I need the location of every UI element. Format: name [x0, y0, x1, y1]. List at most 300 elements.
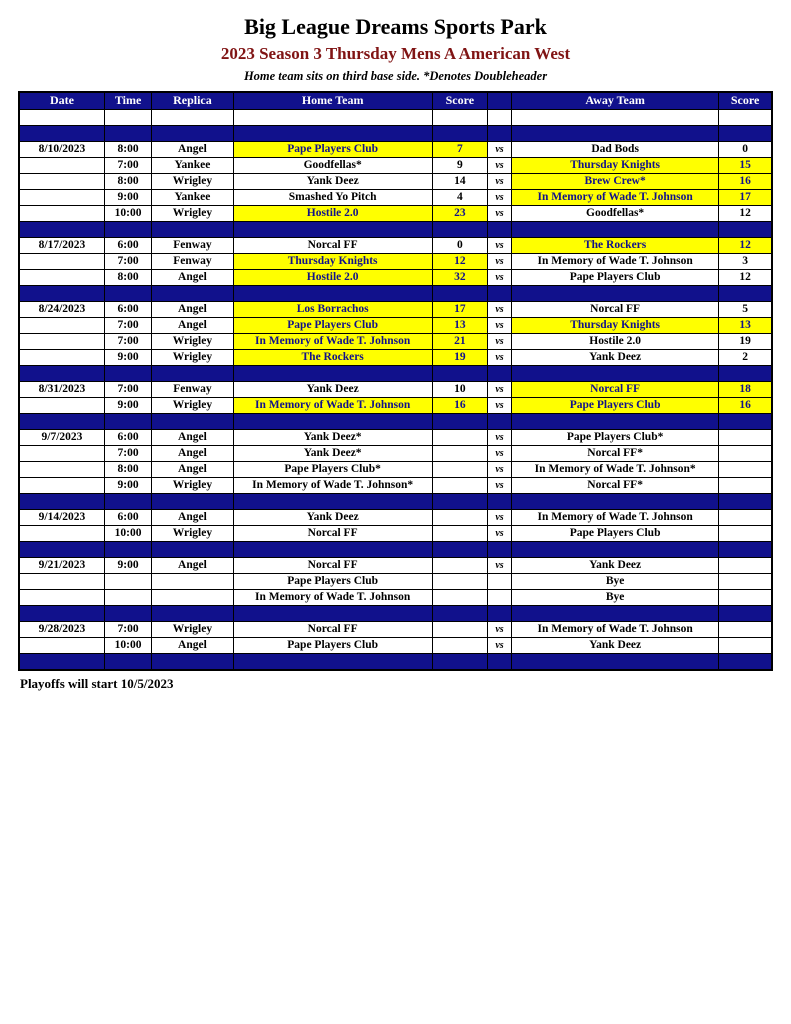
- home-score-cell: [432, 509, 487, 525]
- spacer-row-blue: [19, 493, 772, 509]
- vs-cell: vs: [487, 141, 511, 157]
- away-score-cell: [719, 445, 772, 461]
- away-team-cell: Dad Bods: [512, 141, 719, 157]
- spacer-cell: [719, 541, 772, 557]
- away-team-cell: The Rockers: [512, 237, 719, 253]
- away-score-cell: 16: [719, 397, 772, 413]
- game-row: [19, 637, 772, 653]
- away-score-cell: [719, 461, 772, 477]
- away-score-cell: 12: [719, 269, 772, 285]
- home-score-cell: [432, 445, 487, 461]
- replica-cell: Wrigley: [152, 205, 233, 221]
- spacer-cell: [104, 125, 151, 141]
- time-cell: [104, 589, 151, 605]
- game-row: [19, 477, 772, 493]
- spacer-cell: [719, 653, 772, 670]
- spacer-cell: [512, 605, 719, 621]
- away-score-cell: 15: [719, 157, 772, 173]
- vs-cell: vs: [487, 189, 511, 205]
- time-cell: 6:00: [104, 301, 151, 317]
- spacer-cell: [104, 493, 151, 509]
- page-title: Big League Dreams Sports Park: [244, 14, 547, 39]
- spacer-cell: [512, 413, 719, 429]
- date-cell: [19, 525, 104, 541]
- spacer-cell: [233, 125, 432, 141]
- page-header: [0, 0, 791, 84]
- away-score-cell: 13: [719, 317, 772, 333]
- spacer-cell: [152, 365, 233, 381]
- vs-cell: vs: [487, 397, 511, 413]
- vs-cell: vs: [487, 253, 511, 269]
- date-cell: [19, 157, 104, 173]
- date-cell: [19, 317, 104, 333]
- spacer-cell: [512, 109, 719, 125]
- vs-cell: vs: [487, 269, 511, 285]
- time-cell: 7:00: [104, 445, 151, 461]
- away-team-cell: Yank Deez: [512, 557, 719, 573]
- spacer-cell: [719, 413, 772, 429]
- home-score-cell: [432, 557, 487, 573]
- time-cell: 9:00: [104, 189, 151, 205]
- column-header-date: Date: [19, 92, 104, 110]
- game-row: [19, 237, 772, 253]
- game-row: [19, 333, 772, 349]
- time-cell: 8:00: [104, 269, 151, 285]
- date-cell: [19, 173, 104, 189]
- game-row: [19, 557, 772, 573]
- spacer-row-blue: [19, 125, 772, 141]
- away-score-cell: 0: [719, 141, 772, 157]
- spacer-cell: [432, 125, 487, 141]
- home-score-cell: [432, 429, 487, 445]
- time-cell: 10:00: [104, 205, 151, 221]
- spacer-row-blue: [19, 653, 772, 670]
- spacer-cell: [512, 653, 719, 670]
- vs-cell: vs: [487, 237, 511, 253]
- spacer-cell: [487, 125, 511, 141]
- home-team-cell: Goodfellas*: [233, 157, 432, 173]
- time-cell: 9:00: [104, 477, 151, 493]
- column-header-away-score: Score: [719, 92, 772, 110]
- game-row: [19, 397, 772, 413]
- away-score-cell: 18: [719, 381, 772, 397]
- away-team-cell: Thursday Knights: [512, 157, 719, 173]
- home-score-cell: 0: [432, 237, 487, 253]
- spacer-row-white: [19, 109, 772, 125]
- home-score-cell: [432, 461, 487, 477]
- game-row: [19, 445, 772, 461]
- spacer-cell: [233, 493, 432, 509]
- home-team-cell: Pape Players Club: [233, 637, 432, 653]
- home-score-cell: [432, 525, 487, 541]
- replica-cell: Angel: [152, 637, 233, 653]
- spacer-cell: [152, 541, 233, 557]
- spacer-cell: [233, 605, 432, 621]
- time-cell: 8:00: [104, 141, 151, 157]
- game-row: [19, 509, 772, 525]
- page-subtitle: 2023 Season 3 Thursday Mens A American West: [220, 43, 571, 63]
- vs-cell: vs: [487, 461, 511, 477]
- home-team-cell: Yank Deez: [233, 509, 432, 525]
- away-score-cell: 3: [719, 253, 772, 269]
- game-row: [19, 381, 772, 397]
- home-team-cell: Hostile 2.0: [233, 205, 432, 221]
- spacer-cell: [104, 605, 151, 621]
- game-row: [19, 301, 772, 317]
- game-row: [19, 461, 772, 477]
- home-team-cell: Yank Deez*: [233, 429, 432, 445]
- spacer-cell: [152, 221, 233, 237]
- away-score-cell: [719, 573, 772, 589]
- home-team-cell: In Memory of Wade T. Johnson: [233, 589, 432, 605]
- vs-cell: vs: [487, 333, 511, 349]
- spacer-row-blue: [19, 221, 772, 237]
- vs-cell: vs: [487, 381, 511, 397]
- spacer-row-blue: [19, 365, 772, 381]
- vs-cell: vs: [487, 509, 511, 525]
- replica-cell: Wrigley: [152, 621, 233, 637]
- spacer-cell: [512, 221, 719, 237]
- replica-cell: [152, 573, 233, 589]
- header-note: Home team sits on third base side. *Denotes Doubleheader: [243, 68, 548, 83]
- game-row: [19, 525, 772, 541]
- home-score-cell: [432, 477, 487, 493]
- spacer-cell: [432, 365, 487, 381]
- home-score-cell: [432, 573, 487, 589]
- table-header-row: [19, 92, 772, 110]
- time-cell: 7:00: [104, 253, 151, 269]
- spacer-cell: [432, 285, 487, 301]
- home-team-cell: In Memory of Wade T. Johnson: [233, 397, 432, 413]
- date-cell: [19, 189, 104, 205]
- home-score-cell: 10: [432, 381, 487, 397]
- away-score-cell: 17: [719, 189, 772, 205]
- away-team-cell: Pape Players Club*: [512, 429, 719, 445]
- spacer-cell: [432, 221, 487, 237]
- home-score-cell: 12: [432, 253, 487, 269]
- vs-cell: vs: [487, 349, 511, 365]
- column-header-away-team: Away Team: [512, 92, 719, 110]
- away-team-cell: Pape Players Club: [512, 525, 719, 541]
- date-cell: [19, 573, 104, 589]
- playoffs-note: Playoffs will start 10/5/2023: [20, 675, 174, 691]
- spacer-cell: [104, 541, 151, 557]
- date-cell: [19, 349, 104, 365]
- spacer-cell: [487, 493, 511, 509]
- spacer-cell: [152, 605, 233, 621]
- home-score-cell: 9: [432, 157, 487, 173]
- spacer-cell: [719, 221, 772, 237]
- away-team-cell: In Memory of Wade T. Johnson: [512, 189, 719, 205]
- away-team-cell: Brew Crew*: [512, 173, 719, 189]
- spacer-cell: [152, 109, 233, 125]
- game-row: [19, 589, 772, 605]
- replica-cell: Angel: [152, 269, 233, 285]
- away-score-cell: 5: [719, 301, 772, 317]
- spacer-cell: [104, 285, 151, 301]
- replica-cell: Angel: [152, 557, 233, 573]
- game-row: [19, 573, 772, 589]
- away-team-cell: Bye: [512, 589, 719, 605]
- spacer-cell: [512, 493, 719, 509]
- replica-cell: Angel: [152, 509, 233, 525]
- home-team-cell: Yank Deez*: [233, 445, 432, 461]
- spacer-row-blue: [19, 413, 772, 429]
- home-team-cell: In Memory of Wade T. Johnson*: [233, 477, 432, 493]
- home-score-cell: 14: [432, 173, 487, 189]
- column-header-home-score: Score: [432, 92, 487, 110]
- spacer-cell: [19, 541, 104, 557]
- column-header-replica: Replica: [152, 92, 233, 110]
- column-header-home-team: Home Team: [233, 92, 432, 110]
- home-team-cell: Pape Players Club: [233, 141, 432, 157]
- spacer-cell: [719, 109, 772, 125]
- spacer-cell: [152, 493, 233, 509]
- home-team-cell: Hostile 2.0: [233, 269, 432, 285]
- home-team-cell: Norcal FF: [233, 621, 432, 637]
- game-row: [19, 621, 772, 637]
- spacer-cell: [432, 541, 487, 557]
- game-row: [19, 269, 772, 285]
- home-team-cell: The Rockers: [233, 349, 432, 365]
- vs-cell: [487, 573, 511, 589]
- replica-cell: Wrigley: [152, 525, 233, 541]
- spacer-cell: [19, 109, 104, 125]
- vs-cell: vs: [487, 557, 511, 573]
- spacer-cell: [19, 493, 104, 509]
- time-cell: 7:00: [104, 157, 151, 173]
- replica-cell: Wrigley: [152, 349, 233, 365]
- home-score-cell: 32: [432, 269, 487, 285]
- vs-cell: vs: [487, 205, 511, 221]
- away-score-cell: [719, 637, 772, 653]
- schedule-table: [18, 91, 773, 671]
- spacer-cell: [719, 365, 772, 381]
- game-row: [19, 141, 772, 157]
- home-team-cell: Pape Players Club: [233, 573, 432, 589]
- spacer-cell: [104, 413, 151, 429]
- away-score-cell: 2: [719, 349, 772, 365]
- spacer-cell: [19, 285, 104, 301]
- away-team-cell: Pape Players Club: [512, 269, 719, 285]
- column-header-time: Time: [104, 92, 151, 110]
- date-cell: [19, 589, 104, 605]
- away-score-cell: [719, 429, 772, 445]
- spacer-cell: [487, 541, 511, 557]
- spacer-cell: [487, 221, 511, 237]
- replica-cell: Yankee: [152, 189, 233, 205]
- spacer-cell: [487, 413, 511, 429]
- time-cell: 7:00: [104, 621, 151, 637]
- replica-cell: Fenway: [152, 381, 233, 397]
- time-cell: 7:00: [104, 381, 151, 397]
- spacer-cell: [719, 285, 772, 301]
- time-cell: [104, 573, 151, 589]
- home-score-cell: [432, 589, 487, 605]
- replica-cell: Wrigley: [152, 397, 233, 413]
- away-team-cell: Thursday Knights: [512, 317, 719, 333]
- spacer-cell: [104, 653, 151, 670]
- away-team-cell: In Memory of Wade T. Johnson: [512, 509, 719, 525]
- home-score-cell: 13: [432, 317, 487, 333]
- home-score-cell: 23: [432, 205, 487, 221]
- date-cell: 8/31/2023: [19, 381, 104, 397]
- spacer-cell: [104, 109, 151, 125]
- time-cell: 10:00: [104, 637, 151, 653]
- spacer-cell: [19, 605, 104, 621]
- home-score-cell: [432, 621, 487, 637]
- spacer-cell: [104, 221, 151, 237]
- vs-cell: vs: [487, 477, 511, 493]
- game-row: [19, 317, 772, 333]
- away-team-cell: Bye: [512, 573, 719, 589]
- home-team-cell: Los Borrachos: [233, 301, 432, 317]
- replica-cell: Angel: [152, 461, 233, 477]
- date-cell: [19, 637, 104, 653]
- time-cell: 8:00: [104, 173, 151, 189]
- home-team-cell: Pape Players Club: [233, 317, 432, 333]
- game-row: [19, 429, 772, 445]
- replica-cell: Angel: [152, 429, 233, 445]
- home-team-cell: In Memory of Wade T. Johnson: [233, 333, 432, 349]
- away-team-cell: Norcal FF: [512, 301, 719, 317]
- replica-cell: Angel: [152, 301, 233, 317]
- time-cell: 7:00: [104, 333, 151, 349]
- home-team-cell: Norcal FF: [233, 525, 432, 541]
- game-row: [19, 205, 772, 221]
- spacer-cell: [432, 109, 487, 125]
- vs-cell: vs: [487, 429, 511, 445]
- spacer-cell: [487, 109, 511, 125]
- away-team-cell: In Memory of Wade T. Johnson: [512, 621, 719, 637]
- spacer-cell: [233, 109, 432, 125]
- spacer-cell: [233, 541, 432, 557]
- spacer-cell: [233, 413, 432, 429]
- time-cell: 6:00: [104, 509, 151, 525]
- away-team-cell: Yank Deez: [512, 349, 719, 365]
- date-cell: [19, 205, 104, 221]
- spacer-row-blue: [19, 285, 772, 301]
- home-team-cell: Norcal FF: [233, 237, 432, 253]
- home-team-cell: Thursday Knights: [233, 253, 432, 269]
- home-team-cell: Norcal FF: [233, 557, 432, 573]
- vs-cell: vs: [487, 301, 511, 317]
- vs-cell: [487, 589, 511, 605]
- vs-cell: vs: [487, 637, 511, 653]
- spacer-cell: [487, 605, 511, 621]
- spacer-cell: [512, 285, 719, 301]
- game-row: [19, 253, 772, 269]
- time-cell: 6:00: [104, 237, 151, 253]
- replica-cell: Fenway: [152, 253, 233, 269]
- spacer-cell: [104, 365, 151, 381]
- away-team-cell: Goodfellas*: [512, 205, 719, 221]
- spacer-cell: [512, 541, 719, 557]
- date-cell: [19, 461, 104, 477]
- date-cell: [19, 445, 104, 461]
- vs-cell: vs: [487, 157, 511, 173]
- date-cell: [19, 333, 104, 349]
- date-cell: [19, 253, 104, 269]
- spacer-cell: [487, 285, 511, 301]
- spacer-row-blue: [19, 541, 772, 557]
- spacer-cell: [19, 125, 104, 141]
- home-score-cell: [432, 637, 487, 653]
- away-score-cell: [719, 557, 772, 573]
- spacer-cell: [487, 653, 511, 670]
- away-team-cell: Yank Deez: [512, 637, 719, 653]
- home-team-cell: Smashed Yo Pitch: [233, 189, 432, 205]
- spacer-cell: [152, 413, 233, 429]
- vs-cell: vs: [487, 525, 511, 541]
- time-cell: 6:00: [104, 429, 151, 445]
- away-score-cell: [719, 477, 772, 493]
- away-score-cell: [719, 589, 772, 605]
- game-row: [19, 157, 772, 173]
- away-team-cell: Pape Players Club: [512, 397, 719, 413]
- date-cell: 9/28/2023: [19, 621, 104, 637]
- time-cell: 9:00: [104, 349, 151, 365]
- time-cell: 9:00: [104, 397, 151, 413]
- replica-cell: Wrigley: [152, 477, 233, 493]
- away-team-cell: In Memory of Wade T. Johnson*: [512, 461, 719, 477]
- column-header-vs: [487, 92, 511, 110]
- spacer-cell: [152, 125, 233, 141]
- away-score-cell: 12: [719, 237, 772, 253]
- home-score-cell: 16: [432, 397, 487, 413]
- date-cell: 9/21/2023: [19, 557, 104, 573]
- date-cell: [19, 397, 104, 413]
- vs-cell: vs: [487, 621, 511, 637]
- home-score-cell: 21: [432, 333, 487, 349]
- away-score-cell: [719, 509, 772, 525]
- date-cell: 9/7/2023: [19, 429, 104, 445]
- away-team-cell: Norcal FF: [512, 381, 719, 397]
- spacer-cell: [19, 221, 104, 237]
- date-cell: 8/24/2023: [19, 301, 104, 317]
- replica-cell: Angel: [152, 141, 233, 157]
- away-team-cell: Norcal FF*: [512, 445, 719, 461]
- away-team-cell: Norcal FF*: [512, 477, 719, 493]
- spacer-cell: [233, 653, 432, 670]
- home-team-cell: Yank Deez: [233, 381, 432, 397]
- replica-cell: Yankee: [152, 157, 233, 173]
- date-cell: 9/14/2023: [19, 509, 104, 525]
- replica-cell: Angel: [152, 317, 233, 333]
- spacer-cell: [432, 413, 487, 429]
- away-score-cell: 12: [719, 205, 772, 221]
- spacer-cell: [233, 221, 432, 237]
- spacer-cell: [19, 365, 104, 381]
- date-cell: 8/17/2023: [19, 237, 104, 253]
- vs-cell: vs: [487, 317, 511, 333]
- time-cell: 7:00: [104, 317, 151, 333]
- spacer-cell: [152, 653, 233, 670]
- home-score-cell: 19: [432, 349, 487, 365]
- home-score-cell: 4: [432, 189, 487, 205]
- home-team-cell: Pape Players Club*: [233, 461, 432, 477]
- spacer-cell: [512, 125, 719, 141]
- spacer-cell: [487, 365, 511, 381]
- away-score-cell: [719, 525, 772, 541]
- spacer-cell: [19, 653, 104, 670]
- spacer-cell: [233, 285, 432, 301]
- game-row: [19, 173, 772, 189]
- spacer-row-blue: [19, 605, 772, 621]
- time-cell: 8:00: [104, 461, 151, 477]
- spacer-cell: [512, 365, 719, 381]
- away-score-cell: 16: [719, 173, 772, 189]
